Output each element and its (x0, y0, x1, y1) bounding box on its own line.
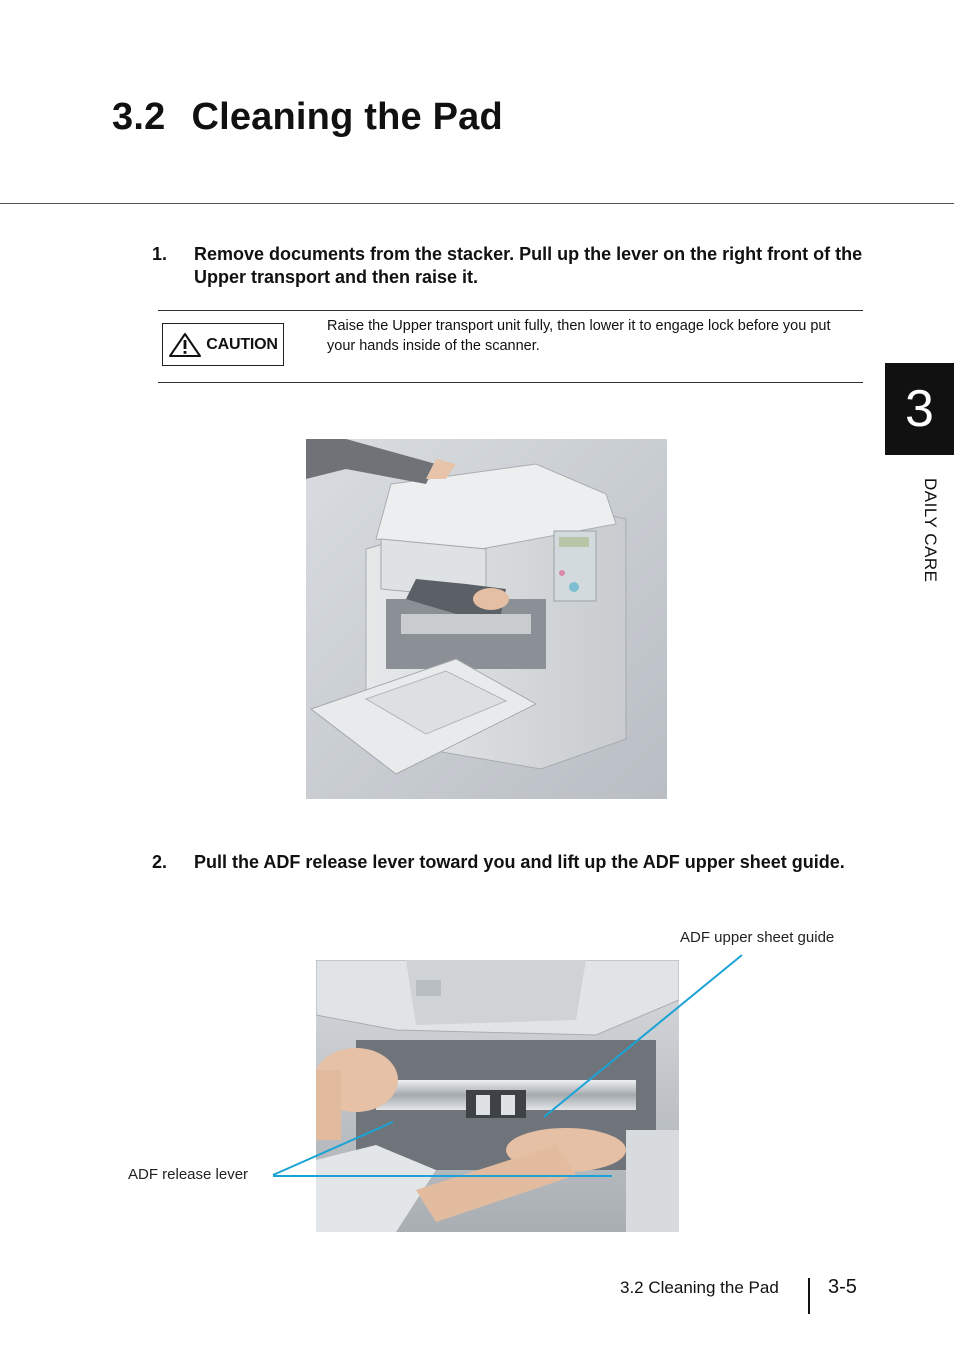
step-number: 2. (152, 852, 168, 872)
callout-release-lever: ADF release lever (128, 1166, 249, 1183)
step-text: Remove documents from the stacker. Pull up the lever on the right front of the Upper transport and then raise it. (194, 244, 863, 287)
step-text: Pull the ADF release lever toward you and lift up the ADF upper sheet guide. (194, 852, 845, 872)
callout-line-upper-sheet-guide (544, 955, 742, 1117)
chapter-label: DAILY CARE (921, 478, 940, 583)
callout-upper-sheet-guide: ADF upper sheet guide (680, 929, 835, 946)
page-number: 3-5 (828, 1276, 857, 1298)
caution-label: CAUTION (206, 335, 278, 353)
section-number: 3.2 (112, 96, 166, 138)
chapter-tab: 3 (885, 363, 954, 455)
step-number: 1. (152, 244, 168, 264)
caution-text: Raise the Upper transport unit fully, then lower it to engage lock before you put your hands inside of the scanner. (327, 318, 831, 354)
footer-section-title: 3.2 Cleaning the Pad (620, 1278, 779, 1297)
section-title: Cleaning the Pad (191, 96, 503, 138)
callout-line-release-lever-1 (273, 1122, 393, 1175)
footer-divider (808, 1278, 810, 1314)
